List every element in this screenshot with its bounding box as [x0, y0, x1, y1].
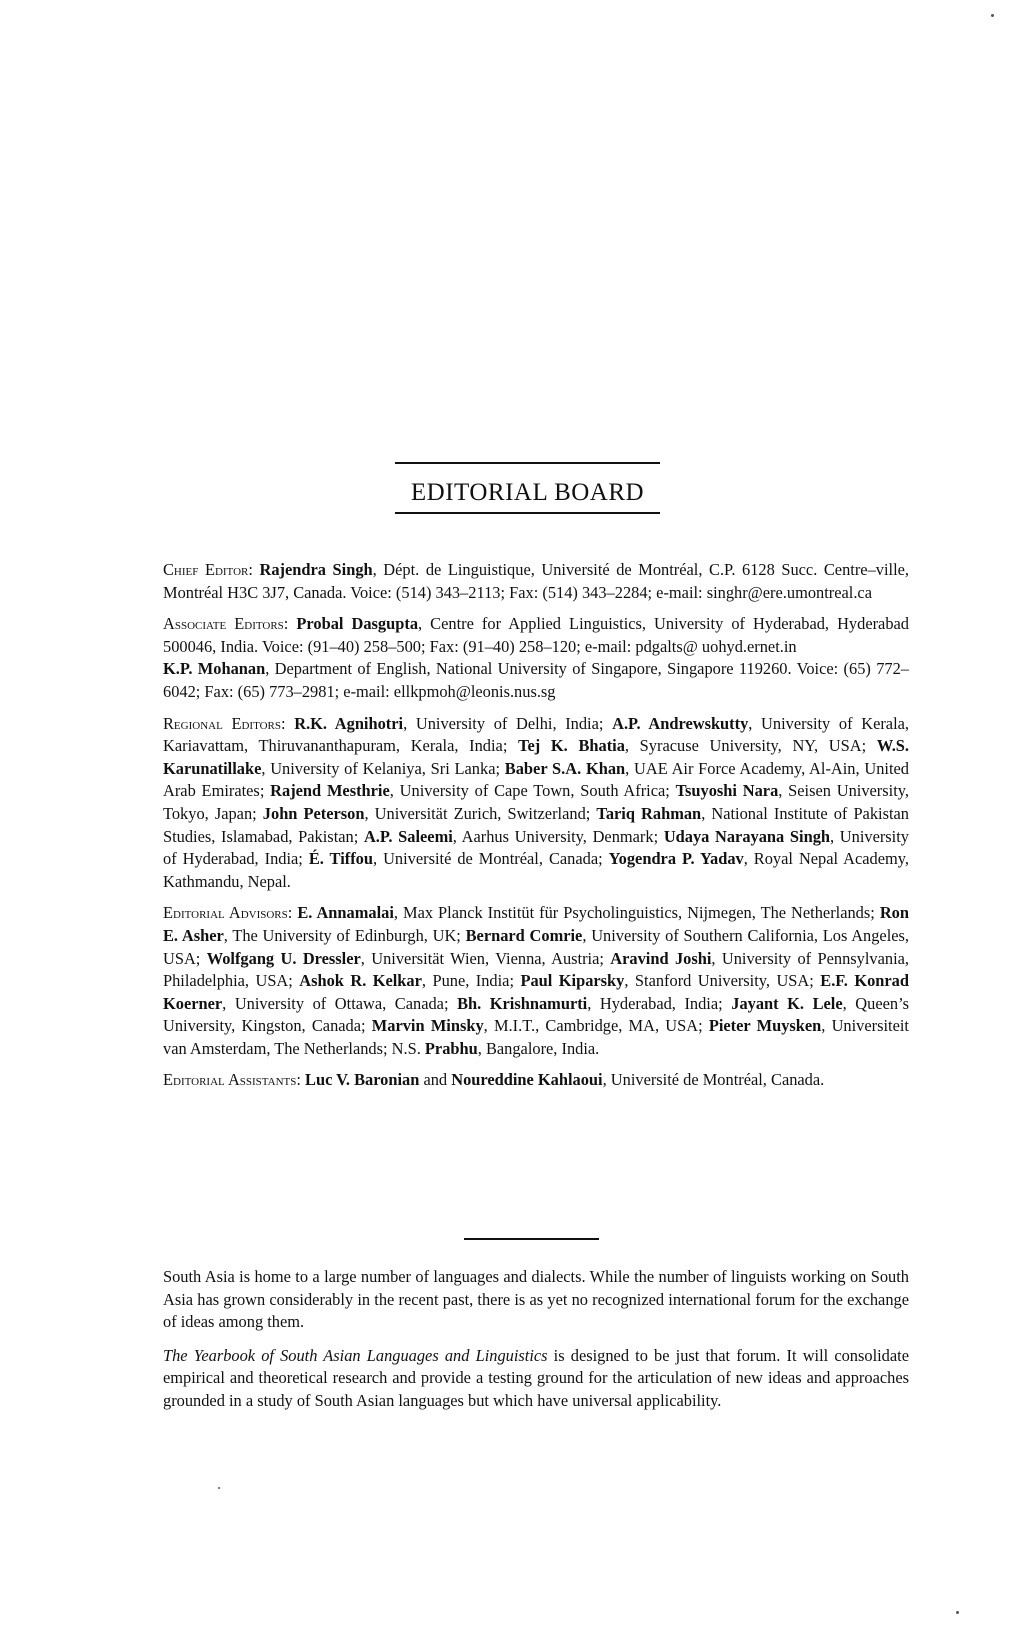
assistant-joiner: and — [419, 1070, 452, 1090]
advisor-details: , The University of Edinburgh, UK; — [223, 925, 466, 945]
editorial-assistants-entry — [163, 1069, 909, 1092]
advisor-details: , Pune, India; — [421, 971, 521, 991]
assistant-name: Luc V. Baronian — [305, 1070, 420, 1090]
advisor-name: Marvin Minsky — [371, 1016, 484, 1036]
regional-editor-details: , University of Cape Town, South Africa; — [389, 781, 676, 801]
regional-editor-name: John Peterson — [262, 803, 365, 823]
advisor-details: , University of Pennsylvania, Philadelphia, USA; — [163, 948, 909, 991]
advisor-details: , Bangalore, India. — [477, 1038, 600, 1058]
yearbook-description: is designed to be just that forum. It will consolidate empirical and theoretical research and provide a testing ground for the articulation of new ideas and approaches grounded in a study of South Asian languages but which have universal applicability. — [163, 1345, 909, 1410]
regional-editor-name: A.P. Andrewskutty — [612, 713, 749, 733]
regional-editor-details: , Seisen University, Tokyo, Japan; — [163, 781, 909, 823]
section-divider — [464, 1238, 599, 1240]
editorial-advisors-label: Editorial Advisors: — [163, 903, 293, 923]
advisor-name: E.F. Konrad Koerner — [163, 971, 909, 1013]
regional-editor-name: R.K. Agnihotri — [294, 713, 404, 733]
yearbook-title: The Yearbook of South Asian Languages and Linguistics — [163, 1345, 548, 1365]
associate-editors-entry — [163, 613, 909, 703]
advisor-name: Prabhu — [424, 1038, 478, 1058]
chief-editor-label: Chief Editor: — [163, 560, 253, 579]
assistant-name: Noureddine Kahlaoui — [451, 1070, 603, 1090]
regional-editor-name: Udaya Narayana Singh — [663, 826, 831, 846]
advisor-details: , Queen’s University, Kingston, Canada; — [163, 993, 910, 1036]
regional-editor-details: , Université de Montréal, Canada; — [372, 849, 609, 869]
advisor-name: Pieter Muysken — [708, 1016, 822, 1036]
chief-editor-entry — [163, 559, 909, 604]
regional-editor-name: W.S. Karunatillake — [163, 736, 910, 778]
regional-editor-details: , Aarhus University, Denmark; — [452, 826, 664, 846]
regional-editor-name: A.P. Saleemi — [363, 826, 453, 846]
advisor-details: , University of Southern California, Los Angeles, USA; — [163, 925, 909, 968]
title-rule-top — [395, 462, 660, 464]
regional-editor-details: , Royal Nepal Academy, Kathmandu, Nepal. — [163, 849, 909, 891]
page-title: EDITORIAL BOARD — [410, 479, 645, 506]
editorial-board-list — [163, 559, 909, 1092]
title-rule-bottom — [395, 512, 660, 514]
advisor-name: E. Annamalai — [297, 903, 394, 923]
regional-editor-details: , Universität Zurich, Switzerland; — [364, 803, 597, 823]
regional-editors-entry — [163, 713, 909, 894]
advisor-name: Bernard Comrie — [465, 925, 583, 945]
advisor-name: Aravind Joshi — [610, 948, 712, 968]
regional-editor-details: , Syracuse University, NY, USA; — [624, 736, 877, 756]
chief-editor-details: , Dépt. de Linguistique, Université de Montréal, C.P. 6128 Succ. Centre–ville, Montréal H3C 3J7, Canada. Voice: (514) 343–2113; Fax: (514) 343–2284; e-mail: singhr@ere.umontreal.ca — [163, 560, 909, 602]
regional-editor-name: Baber S.A. Khan — [504, 758, 626, 778]
associate-editor-details: , Department of English, National University of Singapore, Singapore 119260. Voice: (65) 772–6042; Fax: (65) 773–2981; e-mail: ellkpmoh@leonis.nus.sg — [163, 659, 909, 701]
advisor-name: Bh. Krishnamurti — [457, 993, 588, 1013]
series-description — [163, 1266, 909, 1413]
associate-editor-name: Probal Dasgupta — [296, 614, 419, 634]
advisor-name: Ron E. Asher — [163, 903, 909, 945]
advisor-details: , Stanford University, USA; — [624, 971, 821, 991]
regional-editor-name: Rajend Mesthrie — [270, 781, 390, 801]
associate-editor-details: , Centre for Applied Linguistics, University of Hyderabad, Hyderabad 500046, India. Voice: (91–40) 258–500; Fax: (91–40) 258–120; e-mail: pdgalts@ uohyd.ernet.in — [163, 614, 909, 656]
regional-editor-name: Tariq Rahman — [596, 803, 702, 823]
advisor-name: Ashok R. Kelkar — [299, 971, 422, 991]
regional-editor-name: Tsuyoshi Nara — [675, 781, 779, 801]
regional-editor-details: , UAE Air Force Academy, Al-Ain, United Arab Emirates; — [163, 758, 909, 801]
advisor-name: Paul Kiparsky — [520, 971, 625, 991]
scan-speck-top-right — [991, 14, 994, 17]
regional-editor-details: , University of Kelaniya, Sri Lanka; — [261, 758, 505, 778]
regional-editor-name: É. Tiffou — [308, 849, 373, 869]
advisor-name: Jayant K. Lele — [731, 993, 843, 1013]
associate-editors-label: Associate Editors: — [163, 614, 289, 634]
chief-editor-name: Rajendra Singh — [259, 560, 373, 579]
editorial-advisors-entry — [163, 902, 909, 1060]
advisor-details: , University of Ottawa, Canada; — [222, 993, 458, 1013]
scan-speck-bottom-right — [956, 1611, 959, 1614]
regional-editor-name: Yogendra P. Yadav — [608, 849, 744, 869]
advisor-name: Wolfgang U. Dressler — [206, 948, 361, 968]
associate-editor-name: K.P. Mohanan — [163, 659, 266, 679]
regional-editor-name: Tej K. Bhatia — [518, 736, 625, 756]
regional-editor-details: , National Institute of Pakistan Studies, Islamabad, Pakistan; — [163, 803, 909, 846]
regional-editors-label: Regional Editors: — [163, 713, 286, 733]
regional-editor-details: , University of Delhi, India; — [403, 713, 613, 733]
regional-editor-details: , University of Hyderabad, India; — [163, 826, 909, 869]
advisor-details: , Universiteit van Amsterdam, The Netherlands; N.S. — [163, 1016, 909, 1058]
intro-paragraph: South Asia is home to a large number of languages and dialects. While the number of linguists working on South Asia has grown considerably in the recent past, there is as yet no recognized international forum for the exchange of ideas among them. — [163, 1267, 909, 1332]
intro-paragraph-yearbook — [163, 1345, 909, 1413]
advisor-details: , Hyderabad, India; — [587, 993, 732, 1013]
advisor-details: , M.I.T., Cambridge, MA, USA; — [483, 1016, 709, 1036]
advisor-details: , Max Planck Institüt für Psycholinguistics, Nijmegen, The Netherlands; — [393, 903, 880, 923]
scan-speck-bottom — [218, 1487, 220, 1489]
assistant-details: , Université de Montréal, Canada. — [602, 1070, 825, 1090]
advisor-details: , Universität Wien, Vienna, Austria; — [360, 948, 611, 968]
regional-editor-details: , University of Kerala, Kariavattam, Thiruvananthapuram, Kerala, India; — [163, 713, 910, 756]
editorial-assistants-label: Editorial Assistants: — [163, 1070, 301, 1090]
